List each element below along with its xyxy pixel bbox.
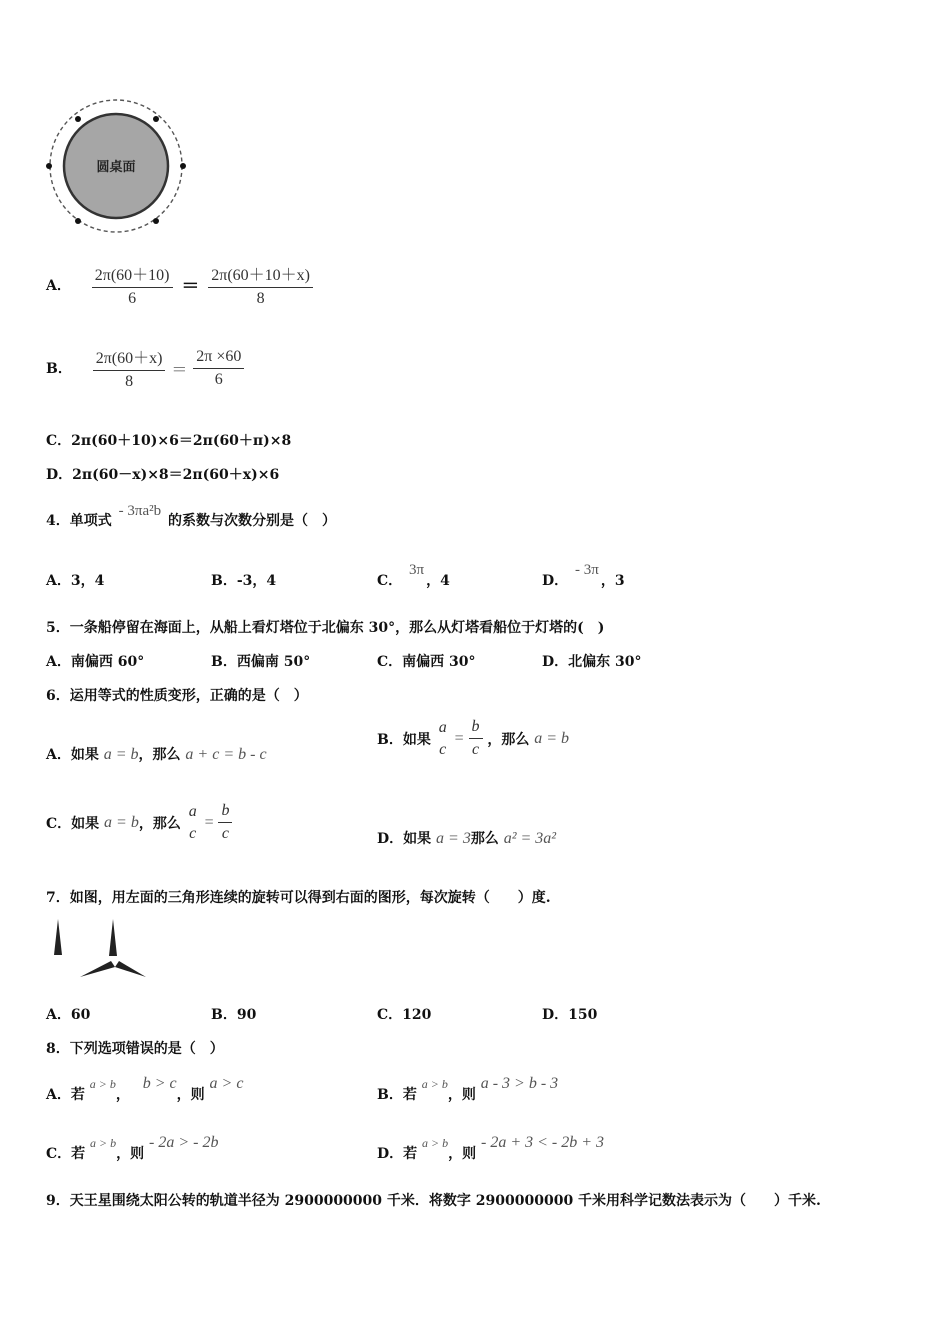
q5-option-d: D．北偏东 30° [542, 654, 642, 670]
q5-option-b: B．西偏南 50° [211, 654, 311, 670]
q7-option-b: B．90 [211, 1007, 257, 1023]
rotated-triangles [80, 919, 146, 977]
q5-option-c: C．南偏西 30° [377, 654, 476, 670]
q3-option-c: C．2π(60＋10)×6＝2π(60＋π)×8 [46, 433, 292, 449]
q4-option-b: B．-3，4 [211, 573, 277, 589]
rotation-figure [46, 915, 156, 985]
q4-option-c: C． 3π，4 [377, 562, 450, 589]
q8-option-a: A．若 a > b， b > c，则 a > c [46, 1075, 244, 1103]
seat-dot [153, 218, 159, 224]
q4-stem: 4．单项式 - 3πa²b 的系数与次数分别是（ ） [46, 503, 336, 529]
q6-option-c: C．如果 a = b，那么 a c = $\frac{b}{c}$ [46, 802, 232, 843]
q8-option-d: D．若 a > b，则 - 2a + 3 < - 2b + 3 [377, 1134, 605, 1162]
q7-option-a: A．60 [46, 1007, 91, 1023]
seat-dot [75, 116, 81, 122]
q3-option-d: D．2π(60－x)×8＝2π(60＋x)×6 [46, 467, 280, 483]
q3-option-b: B． $\frac{2\pi(60+x)}{8}$ ＝ $\frac{2\pi \times 60}{6}$ [46, 345, 244, 391]
q9-stem: 9．天王星围绕太阳公转的轨道半径为 2900000000 千米．将数字 2900000000 千米用科学记数法表示为（ ）千米. [46, 1193, 821, 1209]
q8-option-b: B．若 a > b，则 a - 3 > b - 3 [377, 1075, 559, 1103]
q8-stem: 8．下列选项错误的是（ ） [46, 1041, 224, 1057]
q7-stem: 7．如图，用左面的三角形连续的旋转可以得到右面的图形，每次旋转（ ）度. [46, 890, 551, 906]
q3-option-a: A． $\frac{2\pi(60+10)}{6}$ ＝ $\frac{2\pi(60+10+x)}{8}$ [46, 262, 313, 308]
q4-option-d: D． - 3π，3 [542, 562, 625, 589]
seat-dot [153, 116, 159, 122]
seat-dot [75, 218, 81, 224]
q5-stem: 5．一条船停留在海面上，从船上看灯塔位于北偏东 30°，那么从灯塔看船位于灯塔的( ) [46, 620, 605, 636]
table-label: 圆桌面 [96, 160, 136, 175]
q7-option-d: D．150 [542, 1007, 598, 1023]
q8-option-c: C．若 a > b，则 - 2a > - 2b [46, 1134, 219, 1162]
round-table-figure [44, 96, 192, 238]
seat-dot [46, 163, 52, 169]
q5-option-a: A．南偏西 60° [46, 654, 145, 670]
single-triangle [54, 919, 62, 955]
q7-option-c: C．120 [377, 1007, 432, 1023]
q4-option-a: A．3，4 [46, 573, 105, 589]
seat-dot [180, 163, 186, 169]
q6-option-b: B．如果 a c = $\frac{b}{c}$ ，那么 a = b [377, 718, 570, 758]
q6-stem: 6．运用等式的性质变形，正确的是（ ） [46, 688, 308, 704]
q6-option-d: D．如果 a = 3那么 a² = 3a² [377, 830, 557, 847]
q6-option-a: A．如果 a = b，那么 a + c = b - c [46, 746, 267, 763]
